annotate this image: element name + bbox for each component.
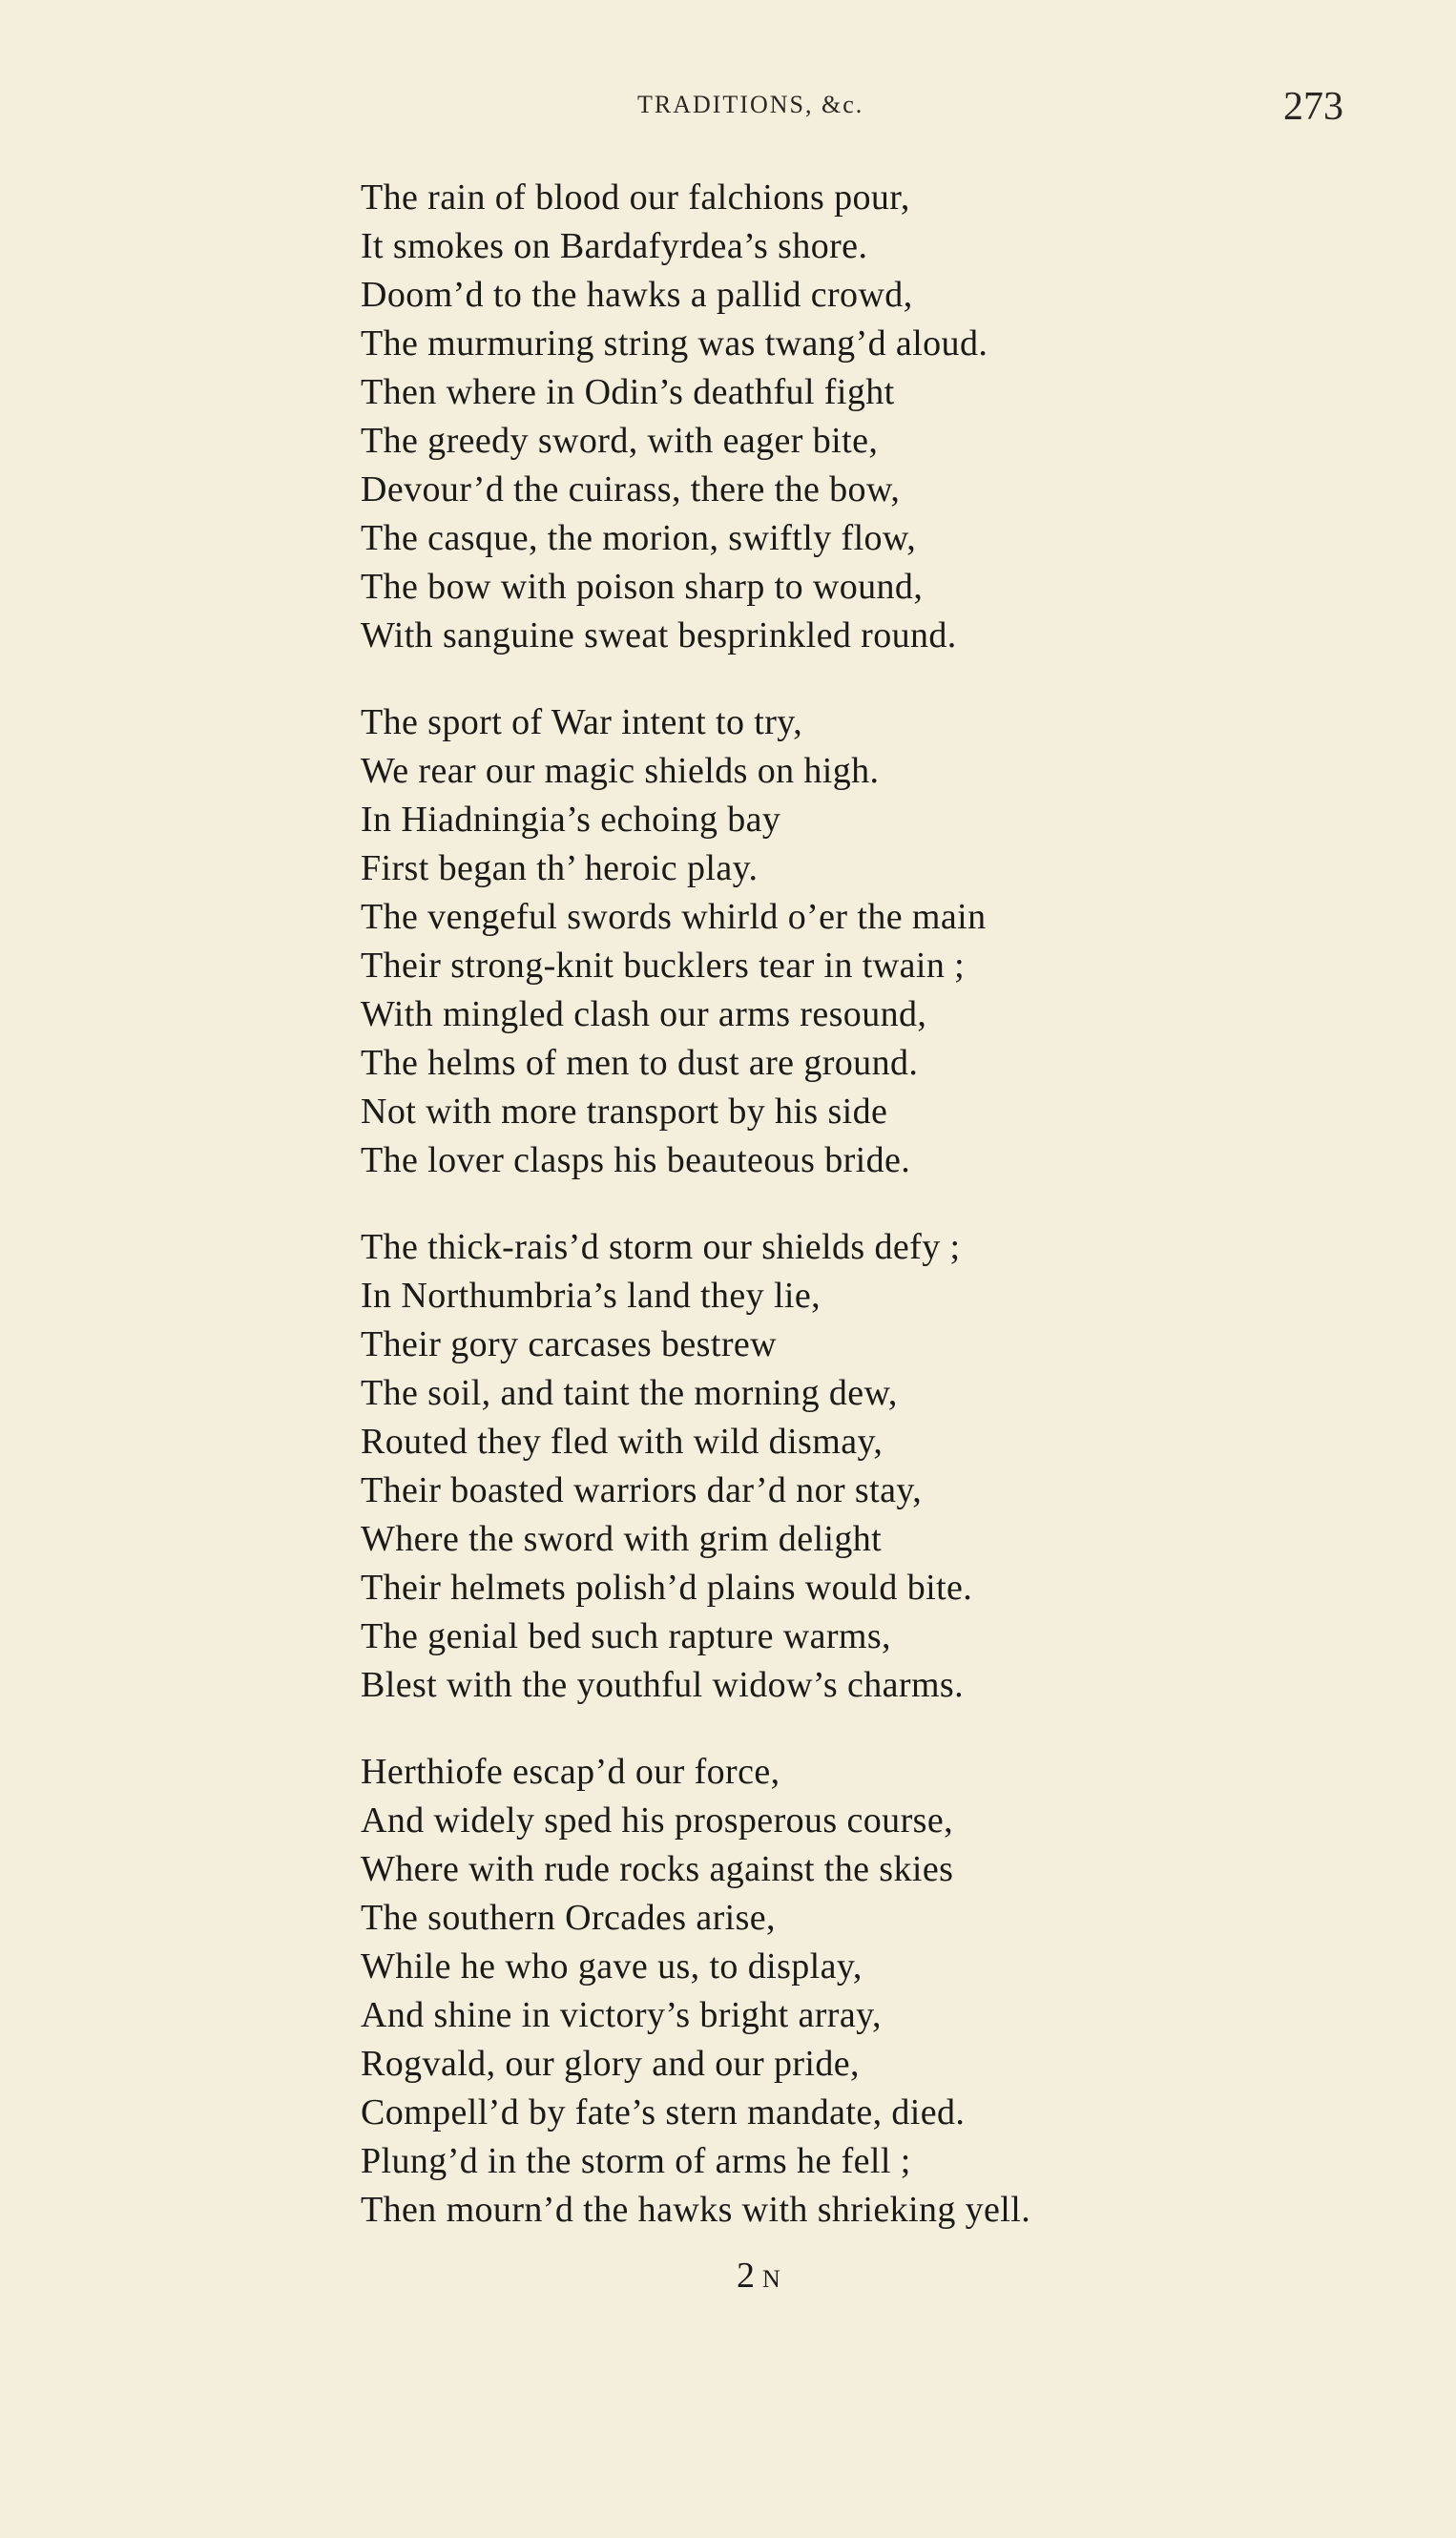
poem-line: With sanguine sweat besprinkled round. xyxy=(361,615,957,655)
poem-line: Where with rude rocks against the skies xyxy=(361,1849,954,1889)
poem-line: Their boasted warriors dar’d nor stay, xyxy=(361,1470,923,1510)
poem-line: Herthiofe escap’d our force, xyxy=(361,1752,780,1792)
poem-line: Then where in Odin’s deathful fight xyxy=(361,372,895,412)
poem-line: The thick-rais’d storm our shields defy ; xyxy=(361,1227,961,1267)
signature-letter: N xyxy=(762,2265,780,2293)
poem-line: The greedy sword, with eager bite, xyxy=(361,421,879,461)
poem-line: The sport of War intent to try, xyxy=(361,702,803,742)
poem-line: The southern Orcades arise, xyxy=(361,1898,776,1938)
poem xyxy=(361,174,1315,2273)
poem-line: The rain of blood our falchions pour, xyxy=(361,177,910,218)
poem-line: It smokes on Bardafyrdea’s shore. xyxy=(361,226,868,266)
poem-line: Rogvald, our glory and our pride, xyxy=(361,2044,860,2084)
poem-line: Then mourn’d the hawks with shrieking yell. xyxy=(361,2190,1031,2230)
poem-line: In Hiadningia’s echoing bay xyxy=(361,800,781,840)
poem-line: Their helmets polish’d plains would bite. xyxy=(361,1568,973,1608)
poem-line: Not with more transport by his side xyxy=(361,1092,888,1132)
poem-line: While he who gave us, to display, xyxy=(361,1946,863,1987)
stanza-3 xyxy=(361,1223,1315,1710)
poem-line: The murmuring string was twang’d aloud. xyxy=(361,323,988,364)
poem-line: Their strong-knit bucklers tear in twain ; xyxy=(361,946,966,986)
page-number: 273 xyxy=(1283,85,1343,129)
poem-line: The bow with poison sharp to wound, xyxy=(361,567,924,607)
poem-line: We rear our magic shields on high. xyxy=(361,751,880,791)
poem-line: Plung’d in the storm of arms he fell ; xyxy=(361,2141,911,2181)
stanza-2 xyxy=(361,698,1315,1185)
poem-line: Where the sword with grim delight xyxy=(361,1519,883,1559)
poem-line: And widely sped his prosperous course, xyxy=(361,1800,953,1841)
poem-line: Their gory carcases bestrew xyxy=(361,1324,777,1364)
poem-line: The lover clasps his beauteous bride. xyxy=(361,1140,911,1180)
poem-line: Devour’d the cuirass, there the bow, xyxy=(361,469,901,510)
poem-line: The genial bed such rapture warms, xyxy=(361,1616,891,1656)
poem-line: Routed they fled with wild dismay, xyxy=(361,1422,884,1462)
poem-line: And shine in victory’s bright array, xyxy=(361,1995,882,2035)
poem-line: First began th’ heroic play. xyxy=(361,848,759,888)
poem-line: Compell’d by fate’s stern mandate, died. xyxy=(361,2092,966,2132)
poem-line: Doom’d to the hawks a pallid crowd, xyxy=(361,275,913,315)
printer-signature xyxy=(737,2255,780,2297)
poem-line: The helms of men to dust are ground. xyxy=(361,1043,919,1083)
signature-number: 2 xyxy=(737,2256,755,2296)
poem-line: With mingled clash our arms resound, xyxy=(361,994,927,1034)
poem-line: The vengeful swords whirld o’er the main xyxy=(361,897,987,937)
poem-line: In Northumbria’s land they lie, xyxy=(361,1276,822,1316)
poem-line: The casque, the morion, swiftly flow, xyxy=(361,518,917,558)
poem-line: Blest with the youthful widow’s charms. xyxy=(361,1665,964,1705)
stanza-4 xyxy=(361,1748,1315,2235)
running-title: TRADITIONS, &c. xyxy=(637,91,864,118)
stanza-1 xyxy=(361,174,1315,660)
poem-line: The soil, and taint the morning dew, xyxy=(361,1373,898,1413)
